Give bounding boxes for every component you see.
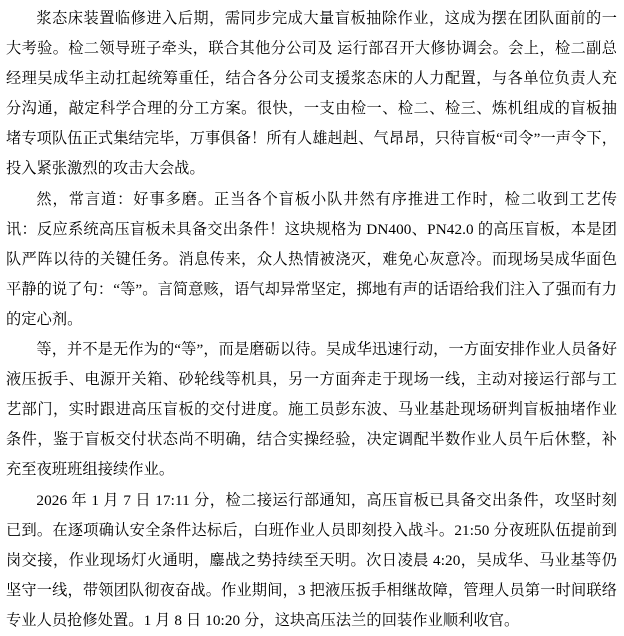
paragraph-3: 等，并不是无作为的“等”，而是磨砺以待。吴成华迅速行动，一方面安排作业人员备好液压扳手、电源开关箱、砂轮线等机具，另一方面奔走于现场一线，主动对接运行部与工艺部门，实时跟进高压盲板的交付进度。施工员彭东波、马业基赴现场研判盲板抽堵作业条件，鉴于盲板交付状态尚不明确，结合实操经验，决定调配半数作业人员午后休整，补充至夜班班组接续作业。 <box>6 341 617 479</box>
paragraph-1: 浆态床装置临修进入后期，需同步完成大量盲板抽除作业，这成为摆在团队面前的一大考验。检二领导班子牵头，联合其他分公司及 运行部召开大修协调会。会上，检二副总经理吴成华主动扛起统筹重任，结合各分公司支援浆态床的人力配置，与各单位负责人充分沟通，敲定科学合理的分工方案。很快，一支由检一、检二、检三、炼机组成的盲板抽堵专项队伍正式集结完毕，万事俱备！所有人雄赳赳、气昂昂，只待盲板“司令”一声令下，投入紧张激烈的攻击大会战。 <box>6 10 617 178</box>
paragraph-4: 2026 年 1 月 7 日 17:11 分，检二接运行部通知，高压盲板已具备交出条件，攻坚时刻已到。在逐项确认安全条件达标后，白班作业人员即刻投入战斗。21:50 分夜班队伍提前到岗交接，作业现场灯火通明，鏖战之势持续至天明。次日凌晨 4:20，吴成华、马业基等仍坚守一线，带领团队彻夜奋战。作业期间，3 把液压扳手相继故障，管理人员第一时间联络专业人员抢修处置。1 月 8 日 10:20 分，这块高压法兰的回装作业顺利收官。 <box>6 491 617 629</box>
paragraph-2: 然，常言道：好事多磨。正当各个盲板小队井然有序推进工作时，检二收到工艺传讯：反应系统高压盲板未具备交出条件！这块规格为 DN400、PN42.0 的高压盲板，本是团队严阵以待的关键任务。消息传来，众人热情被浇灭，难免心灰意冷。而现场吴成华面色平静的说了句：“等”。言简意赅，语气却异常坚定，掷地有声的话语给我们注入了强而有力的定心剂。 <box>6 190 617 328</box>
